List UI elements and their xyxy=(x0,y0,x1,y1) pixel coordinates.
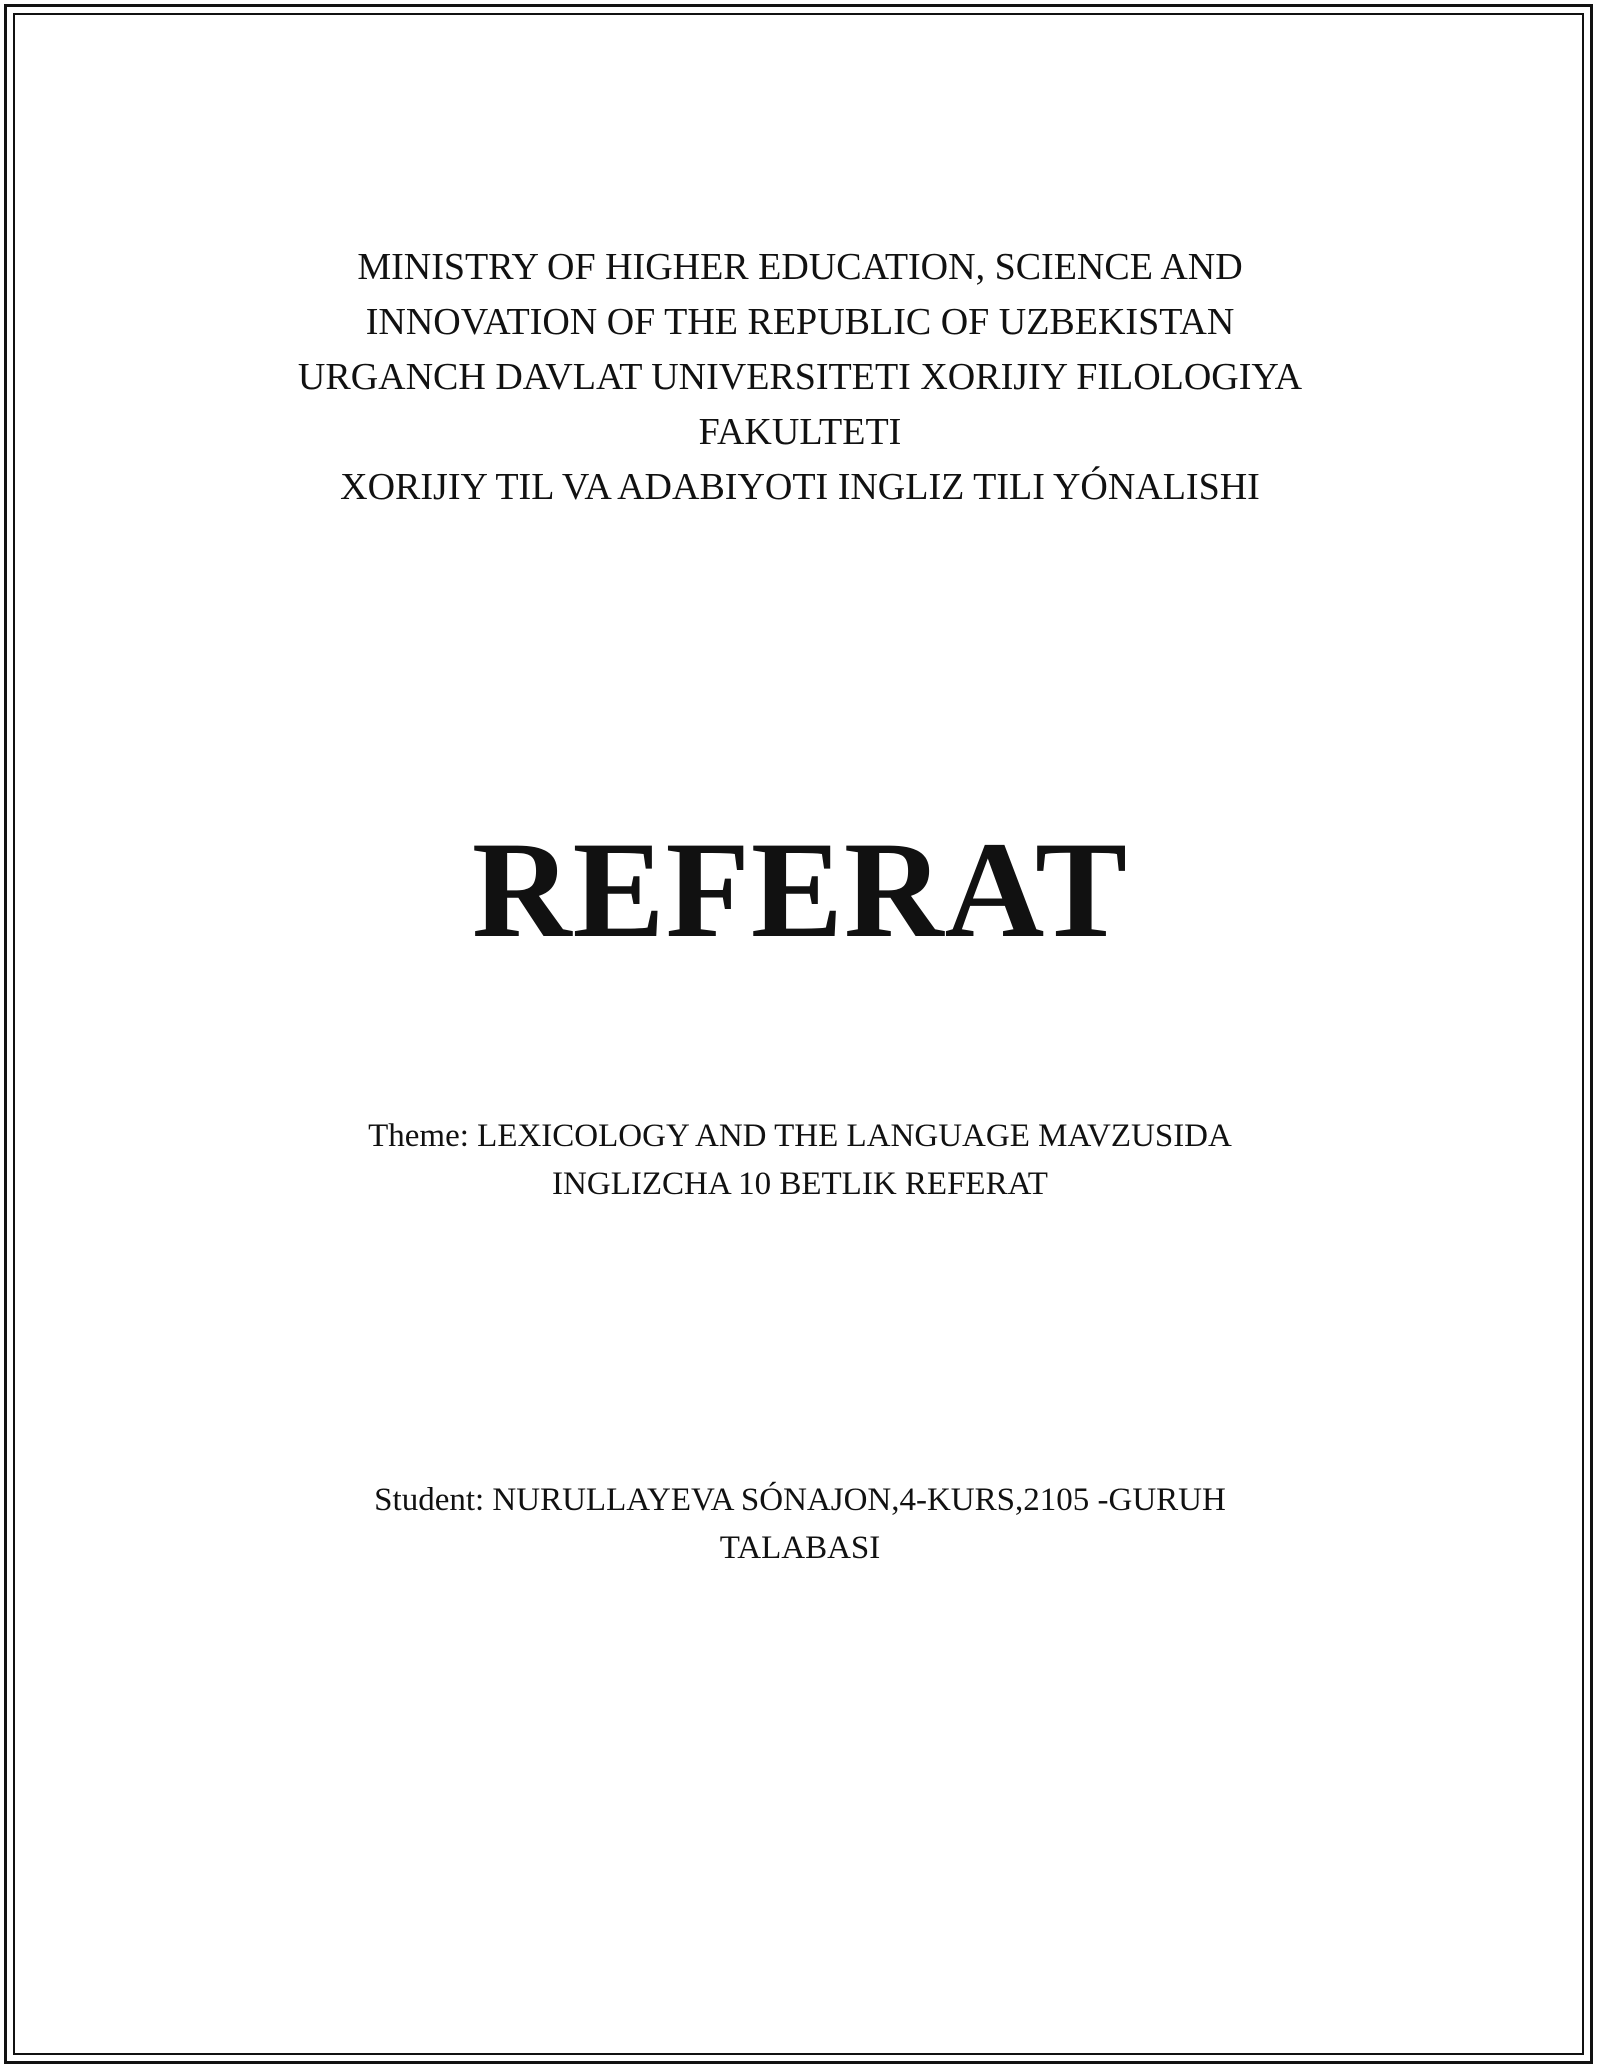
header-line: URGANCH DAVLAT UNIVERSITETI XORIJIY FILOLOGIYA xyxy=(297,356,1303,398)
theme-block xyxy=(0,1112,1600,1208)
student-block xyxy=(0,1476,1600,1572)
header-line: INNOVATION OF THE REPUBLIC OF UZBEKISTAN xyxy=(365,301,1235,343)
document-title: REFERAT xyxy=(471,813,1129,966)
theme-line: INGLIZCHA 10 BETLIK REFERAT xyxy=(552,1166,1048,1202)
student-line: TALABASI xyxy=(719,1530,881,1566)
student-line: Student: NURULLAYEVA SÓNAJON,4-KURS,2105 -GURUH xyxy=(374,1482,1226,1518)
theme-line: Theme: LEXICOLOGY AND THE LANGUAGE MAVZUSIDA xyxy=(368,1118,1232,1154)
ministry-header xyxy=(0,240,1600,515)
header-line: FAKULTETI xyxy=(698,411,902,453)
header-line: MINISTRY OF HIGHER EDUCATION, SCIENCE AND xyxy=(357,246,1243,288)
header-line: XORIJIY TIL VA ADABIYOTI INGLIZ TILI YÓNALISHI xyxy=(340,466,1260,508)
